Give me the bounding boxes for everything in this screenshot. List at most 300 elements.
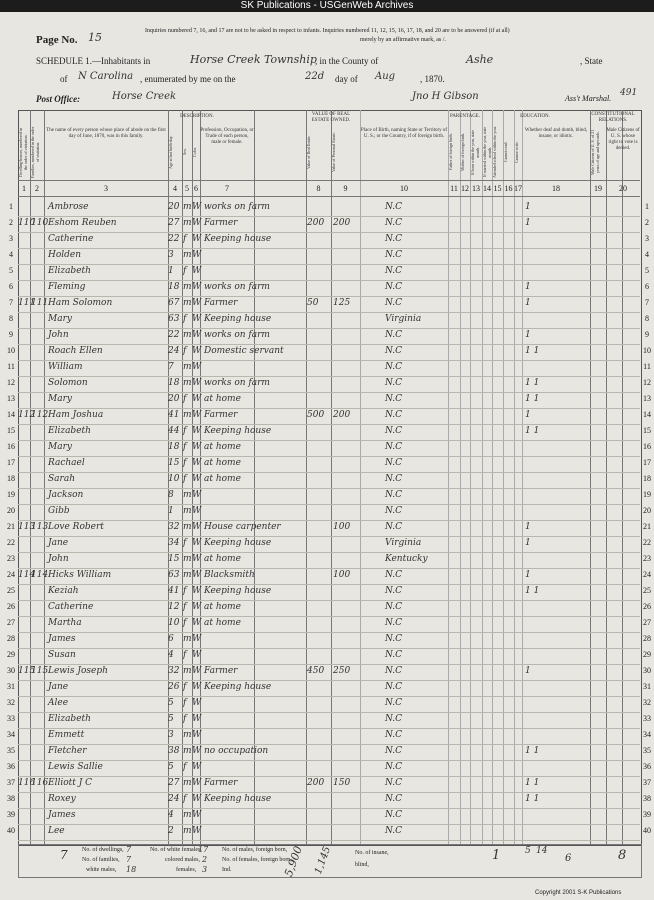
place-of-birth: N.C	[385, 234, 403, 244]
person-color: W	[192, 378, 202, 388]
column-divider	[514, 110, 515, 844]
person-color: W	[192, 778, 202, 788]
person-sex: m	[183, 810, 192, 820]
checkmarks: 1	[525, 538, 531, 548]
real-estate-value	[307, 279, 331, 295]
column-number-10: 10	[400, 184, 408, 193]
person-color: W	[192, 458, 202, 468]
person-name: Lee	[48, 826, 65, 836]
row-number-right: 35	[643, 746, 651, 755]
white-females-label: No. of white females,	[150, 847, 202, 853]
dwelling-number: 116	[18, 778, 36, 788]
row-number-left: 17	[7, 458, 15, 467]
real-estate-value	[307, 343, 331, 359]
person-name: Susan	[48, 650, 76, 660]
person-color: W	[192, 410, 202, 420]
personal-estate-value	[333, 343, 359, 359]
person-occupation: works on farm	[204, 282, 270, 292]
family-number	[31, 439, 44, 455]
place-of-birth: N.C	[385, 618, 403, 628]
person-name: Roach Ellen	[48, 346, 103, 356]
person-age: 32	[168, 666, 180, 676]
person-age: 5	[168, 762, 174, 772]
row-number-right: 38	[643, 794, 651, 803]
real-estate-value	[307, 359, 331, 375]
total-cannot-read: 5	[525, 846, 531, 856]
row-number-right: 13	[643, 394, 651, 403]
person-age: 41	[168, 586, 180, 596]
person-color: W	[192, 266, 202, 276]
person-occupation: Keeping house	[204, 682, 272, 692]
person-color: W	[192, 426, 202, 436]
total-cannot-write: 14	[536, 846, 548, 856]
row-number-left: 37	[7, 778, 15, 787]
row-number-right: 17	[643, 458, 651, 467]
person-color: W	[192, 618, 202, 628]
place-of-birth: N.C	[385, 826, 403, 836]
dwelling-number	[18, 823, 30, 839]
person-age: 24	[168, 346, 180, 356]
person-occupation: at home	[204, 458, 241, 468]
person-age: 5	[168, 714, 174, 724]
checkmarks	[525, 503, 587, 519]
person-age: 41	[168, 410, 180, 420]
total-school: 1	[492, 848, 501, 863]
column-divider	[331, 110, 332, 844]
column-number-14: 14	[483, 184, 491, 193]
real-estate-value	[307, 263, 331, 279]
row-number-right: 7	[645, 298, 649, 307]
dwelling-number	[18, 375, 30, 391]
person-color: W	[192, 202, 202, 212]
person-name: Love Robert	[48, 522, 104, 532]
person-age: 15	[168, 554, 180, 564]
person-age: 26	[168, 682, 180, 692]
real-estate-value	[307, 791, 331, 807]
person-sex: m	[183, 522, 192, 532]
personal-estate-value: 125	[333, 298, 351, 308]
column-number-19: 19	[594, 184, 602, 193]
personal-estate-value	[333, 807, 359, 823]
person-color: W	[192, 810, 202, 820]
total-real-estate: 5,900	[282, 844, 305, 879]
column-number-15: 15	[493, 184, 502, 193]
family-number	[31, 615, 44, 631]
person-age: 24	[168, 794, 180, 804]
family-number	[31, 391, 44, 407]
row-number-left: 35	[7, 746, 15, 755]
person-sex: f	[183, 538, 187, 548]
real-estate-value	[307, 519, 331, 535]
dwelling-number: 110	[18, 218, 36, 228]
personal-estate-value	[333, 423, 359, 439]
dwelling-number: 115	[18, 666, 36, 676]
families-value: 7	[126, 855, 132, 864]
place-of-birth: N.C	[385, 650, 403, 660]
person-age: 18	[168, 282, 180, 292]
person-age: 63	[168, 570, 180, 580]
dwellings-value: 7	[126, 845, 132, 854]
family-number: 110	[31, 218, 49, 228]
person-occupation	[204, 695, 304, 711]
dwelling-number: 111	[18, 298, 36, 308]
checkmarks	[525, 807, 587, 823]
person-occupation: works on farm	[204, 202, 270, 212]
real-estate-value	[307, 391, 331, 407]
column-heading-16: Cannot read.	[503, 141, 508, 163]
row-number-left: 28	[7, 634, 15, 643]
dwelling-number	[18, 711, 30, 727]
person-name: Holden	[48, 250, 82, 260]
personal-estate-value: 200	[333, 218, 351, 228]
column-heading-4: Age at last birth-day.	[168, 135, 173, 169]
header-rule	[18, 180, 640, 181]
foreign-males-label: No. of males, foreign born,	[222, 847, 288, 853]
person-name: Ambrose	[48, 202, 89, 212]
real-estate-value	[307, 375, 331, 391]
person-name: Jane	[48, 682, 69, 692]
person-sex: m	[183, 746, 192, 756]
personal-estate-value	[333, 231, 359, 247]
person-occupation: Farmer	[204, 298, 238, 308]
row-number-left: 26	[7, 602, 15, 611]
family-number: 114	[31, 570, 49, 580]
person-color: W	[192, 634, 202, 644]
place-of-birth: N.C	[385, 202, 403, 212]
dwelling-number	[18, 807, 30, 823]
person-sex: m	[183, 634, 192, 644]
state-label: , State	[580, 56, 603, 66]
person-age: 6	[168, 634, 174, 644]
checkmarks: 1 1	[525, 394, 540, 404]
place-of-birth: N.C	[385, 474, 403, 484]
person-occupation: at home	[204, 394, 241, 404]
row-number-right: 8	[645, 314, 649, 323]
family-number	[31, 631, 44, 647]
insane-label: No. of insane,	[355, 850, 389, 856]
white-females-value: 17	[198, 845, 209, 854]
dwelling-number	[18, 247, 30, 263]
checkmarks: 1 1	[525, 378, 540, 388]
person-name: John	[48, 554, 69, 564]
personal-estate-value	[333, 695, 359, 711]
row-number-left: 38	[7, 794, 15, 803]
column-number-17: 17	[514, 184, 522, 193]
real-estate-value	[307, 743, 331, 759]
row-number-left: 15	[7, 426, 15, 435]
dwelling-number	[18, 359, 30, 375]
person-color: W	[192, 554, 202, 564]
family-number	[31, 503, 44, 519]
person-name: Jackson	[48, 490, 84, 500]
row-number-left: 6	[9, 282, 13, 291]
place-of-birth: N.C	[385, 458, 403, 468]
checkmarks	[525, 455, 587, 471]
place-of-birth: N.C	[385, 378, 403, 388]
place-of-birth: N.C	[385, 682, 403, 692]
person-occupation: at home	[204, 554, 241, 564]
row-number-left: 2	[9, 218, 13, 227]
person-age: 3	[168, 250, 174, 260]
checkmarks: 1	[525, 202, 531, 212]
place-of-birth: N.C	[385, 282, 403, 292]
person-occupation: Blacksmith	[204, 570, 255, 580]
dwelling-number	[18, 647, 30, 663]
row-number-right: 20	[643, 506, 651, 515]
real-estate-value	[307, 199, 331, 215]
row-number-right: 34	[643, 730, 651, 739]
dwelling-number: 113	[18, 522, 36, 532]
state-value: N Carolina	[78, 71, 134, 82]
column-number-3: 3	[104, 184, 108, 193]
person-name: Keziah	[48, 586, 79, 596]
row-number-right: 33	[643, 714, 651, 723]
place-of-birth: N.C	[385, 394, 403, 404]
row-number-right: 37	[643, 778, 651, 787]
real-estate-value	[307, 647, 331, 663]
families-label: No. of families,	[82, 857, 120, 863]
person-sex: f	[183, 474, 187, 484]
person-sex: m	[183, 362, 192, 372]
personal-estate-value	[333, 535, 359, 551]
column-number-13: 13	[472, 184, 480, 193]
page-number: 15	[88, 31, 102, 44]
family-number: 116	[31, 778, 49, 788]
column-heading-5: Sex.	[182, 148, 187, 156]
column-heading-1: Dwelling-houses, numbered in the order of visitation.	[18, 127, 28, 177]
column-number-1: 1	[22, 184, 26, 193]
row-number-left: 8	[9, 314, 13, 323]
real-estate-value	[307, 231, 331, 247]
column-heading-6: Color.	[192, 147, 197, 157]
person-age: 8	[168, 490, 174, 500]
white-males-value: 18	[126, 865, 137, 874]
column-number-8: 8	[316, 184, 321, 193]
personal-estate-value	[333, 743, 359, 759]
column-divider	[622, 110, 623, 844]
person-occupation	[204, 359, 304, 375]
person-age: 27	[168, 778, 180, 788]
personal-estate-value: 100	[333, 570, 351, 580]
real-estate-value	[307, 423, 331, 439]
person-occupation: Keeping house	[204, 586, 272, 596]
real-estate-value	[307, 439, 331, 455]
column-divider	[360, 110, 361, 844]
person-name: Martha	[48, 618, 82, 628]
person-name: Jane	[48, 538, 69, 548]
real-estate-value	[307, 679, 331, 695]
place-of-birth: N.C	[385, 794, 403, 804]
marshal-name: Jno H Gibson	[412, 91, 479, 102]
person-age: 3	[168, 730, 174, 740]
real-estate-value	[307, 567, 331, 583]
person-age: 10	[168, 618, 180, 628]
person-occupation: at home	[204, 474, 241, 484]
person-age: 38	[168, 746, 180, 756]
person-name: Hicks William	[48, 570, 112, 580]
person-name: James	[48, 810, 76, 820]
person-name: Eshom Reuben	[48, 218, 117, 228]
place-of-birth: N.C	[385, 666, 403, 676]
sheet-mark: 491	[620, 88, 638, 98]
place-of-birth: N.C	[385, 298, 403, 308]
row-number-left: 39	[7, 810, 15, 819]
family-number	[31, 535, 44, 551]
inquiry-note-1: Inquiries numbered 7, 16, and 17 are not to be asked in respect to infants. Inquiries numbered 11, 12, 15, 16, 17, 18, and 20 are to be answered (if at all)	[145, 28, 510, 34]
row-number-right: 2	[645, 218, 649, 227]
page-label: Page No.	[36, 34, 78, 46]
total-citizens: 8	[618, 848, 627, 863]
personal-estate-value	[333, 455, 359, 471]
checkmarks: 1	[525, 410, 531, 420]
row-number-left: 7	[9, 298, 13, 307]
person-name: Rachael	[48, 458, 85, 468]
person-occupation: Keeping house	[204, 426, 272, 436]
row-number-right: 19	[643, 490, 651, 499]
family-number	[31, 711, 44, 727]
dwelling-number	[18, 471, 30, 487]
row-number-right: 26	[643, 602, 651, 611]
person-sex: f	[183, 682, 187, 692]
row-number-left: 36	[7, 762, 15, 771]
row-number-right: 29	[643, 650, 651, 659]
dwelling-number	[18, 391, 30, 407]
person-age: 1	[168, 506, 174, 516]
group-parentage: PARENTAGE.	[450, 114, 481, 119]
person-age: 1	[168, 266, 174, 276]
dwelling-number	[18, 343, 30, 359]
person-age: 63	[168, 314, 180, 324]
column-number-18: 18	[552, 184, 560, 193]
place-of-birth: N.C	[385, 730, 403, 740]
person-name: Elizabeth	[48, 426, 91, 436]
township-value: Horse Creek Township	[190, 53, 317, 66]
family-number	[31, 327, 44, 343]
person-age: 20	[168, 394, 180, 404]
dwelling-number	[18, 615, 30, 631]
family-number	[31, 759, 44, 775]
column-number-5: 5	[185, 184, 189, 193]
personal-estate-value	[333, 391, 359, 407]
column-heading-3: The name of every person whose place of abode on the first day of June, 1870, was in this family.	[46, 128, 166, 139]
personal-estate-value	[333, 375, 359, 391]
checkmarks	[525, 471, 587, 487]
person-sex: f	[183, 762, 187, 772]
personal-estate-value: 250	[333, 666, 351, 676]
row-number-left: 20	[7, 506, 15, 515]
row-number-left: 1	[9, 202, 13, 211]
group-value: VALUE OF REAL ESTATE OWNED.	[311, 112, 351, 123]
person-name: John	[48, 330, 69, 340]
real-estate-value	[307, 695, 331, 711]
post-office-value: Horse Creek	[112, 91, 177, 102]
checkmarks: 1 1	[525, 746, 540, 756]
person-sex: m	[183, 378, 192, 388]
column-heading-17: Cannot write.	[514, 141, 519, 163]
person-age: 22	[168, 330, 180, 340]
real-estate-value	[307, 327, 331, 343]
person-color: W	[192, 490, 202, 500]
family-number	[31, 647, 44, 663]
personal-estate-value	[333, 823, 359, 839]
row-number-right: 24	[643, 570, 651, 579]
person-age: 20	[168, 202, 180, 212]
place-of-birth: Kentucky	[385, 554, 428, 564]
person-sex: m	[183, 330, 192, 340]
white-males-label: white males,	[86, 867, 117, 873]
family-number	[31, 471, 44, 487]
person-age: 34	[168, 538, 180, 548]
person-color: W	[192, 650, 202, 660]
row-number-left: 29	[7, 650, 15, 659]
place-of-birth: Virginia	[385, 538, 422, 548]
person-age: 4	[168, 810, 174, 820]
person-occupation: at home	[204, 442, 241, 452]
personal-estate-value	[333, 727, 359, 743]
place-of-birth: N.C	[385, 634, 403, 644]
place-of-birth: N.C	[385, 570, 403, 580]
header-rule	[18, 196, 640, 197]
personal-estate-value	[333, 279, 359, 295]
row-number-left: 4	[9, 250, 13, 259]
column-heading-8: Value of Real Estate.	[306, 135, 311, 169]
real-estate-value	[307, 759, 331, 775]
person-age: 44	[168, 426, 180, 436]
person-color: W	[192, 522, 202, 532]
checkmarks	[525, 551, 587, 567]
row-number-right: 12	[643, 378, 651, 387]
family-number	[31, 807, 44, 823]
family-number	[31, 487, 44, 503]
person-occupation: Farmer	[204, 410, 238, 420]
personal-estate-value	[333, 311, 359, 327]
dwelling-number	[18, 199, 30, 215]
person-sex: f	[183, 234, 187, 244]
checkmarks	[525, 359, 587, 375]
personal-estate-value	[333, 327, 359, 343]
person-occupation	[204, 503, 304, 519]
person-color: W	[192, 746, 202, 756]
person-sex: f	[183, 618, 187, 628]
colored-females-label: females,	[176, 867, 197, 873]
column-heading-18: Whether deaf and dumb, blind, insane, or idiotic.	[524, 128, 588, 139]
checkmarks	[525, 727, 587, 743]
place-of-birth: N.C	[385, 714, 403, 724]
personal-estate-value: 100	[333, 522, 351, 532]
family-number	[31, 311, 44, 327]
person-name: Catherine	[48, 234, 94, 244]
row-number-right: 11	[643, 362, 651, 371]
person-occupation: Farmer	[204, 218, 238, 228]
person-color: W	[192, 218, 202, 228]
column-heading-10: Place of Birth, naming State or Territory of U. S.; or the Country, if of foreign birth.	[360, 128, 448, 139]
post-office-label: Post Office:	[36, 94, 81, 104]
person-sex: f	[183, 426, 187, 436]
dwelling-number	[18, 535, 30, 551]
row-number-right: 5	[645, 266, 649, 275]
column-heading-9: Value of Personal Estate.	[331, 132, 336, 172]
dwelling-number: 112	[18, 410, 36, 420]
row-number-left: 13	[7, 394, 15, 403]
person-color: W	[192, 346, 202, 356]
person-color: W	[192, 826, 202, 836]
real-estate-value: 200	[307, 218, 325, 228]
person-occupation	[204, 631, 304, 647]
checkmarks	[525, 599, 587, 615]
column-divider	[470, 110, 471, 844]
dwelling-number	[18, 487, 30, 503]
family-number	[31, 247, 44, 263]
